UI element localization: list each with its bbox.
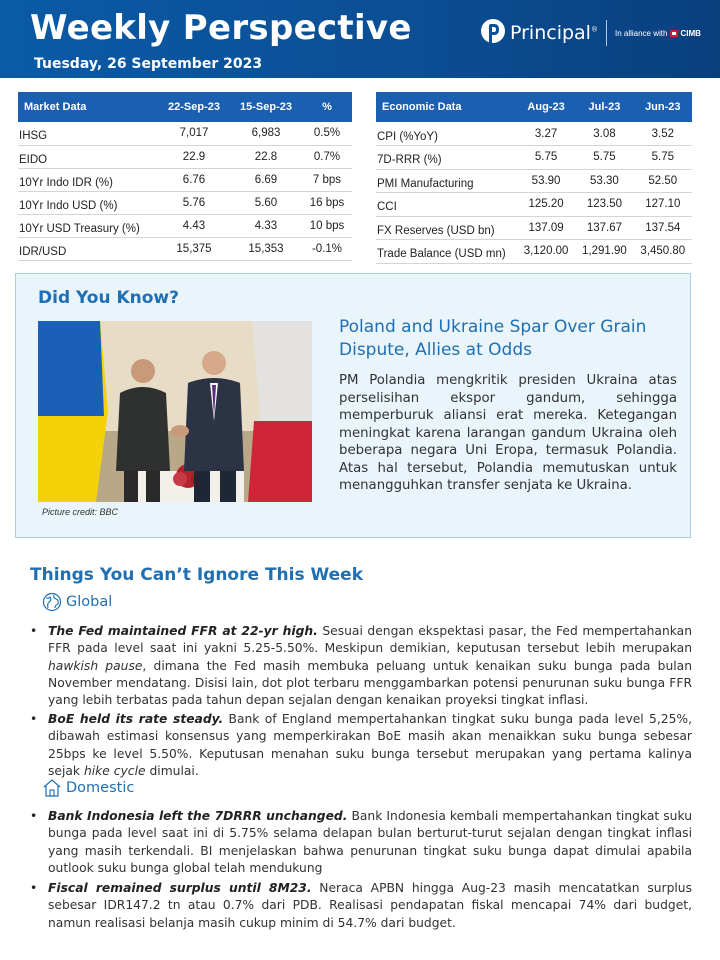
cell-value: 125.20	[517, 193, 575, 217]
economic-data-table	[376, 92, 692, 264]
market-data-table	[18, 92, 352, 261]
cell-value: 4.43	[158, 214, 230, 237]
bullet-text: Neraca APBN hingga Aug-23 masih mencatatkan surplus sebesar IDR147.2 tn atau 0.7% dari PDB. Realisasi pendapatan fiskal mencapai 74% dari budget, namun realisasi belanja masih cukup minim di 54.7% dari budget.	[48, 881, 692, 930]
row-label: Trade Balance (USD mn)	[376, 240, 517, 264]
bullet-text: Sesuai dengan ekspektasi pasar, the Fed mempertahankan FFR pada level saat ini yakni 5.25-5.50%. Meskipun demikian, keputusan tersebut lebih merupakan	[48, 624, 692, 656]
page-title: Weekly Perspective	[30, 8, 412, 48]
bullet-emphasis: hike cycle	[83, 763, 146, 778]
row-label: 10Yr Indo IDR (%)	[18, 168, 158, 191]
brand-divider	[606, 20, 607, 46]
picture-credit: Picture credit: BBC	[42, 507, 119, 517]
domestic-label: Domestic	[66, 780, 135, 796]
domestic-subheading	[42, 778, 134, 798]
cell-value: 6,983	[230, 122, 302, 145]
cell-value: 3.08	[575, 122, 633, 146]
bullet-text: dimulai.	[145, 763, 199, 778]
cell-value: 53.30	[575, 169, 633, 193]
market-header-col3: %	[302, 92, 352, 122]
cell-value: 10 bps	[302, 214, 352, 237]
market-header-col1: 22-Sep-23	[158, 92, 230, 122]
econ-header-col3: Jun-23	[634, 92, 692, 122]
list-item	[30, 623, 692, 709]
econ-header-label: Economic Data	[376, 92, 517, 122]
table-row	[18, 191, 352, 214]
cell-value: 22.9	[158, 145, 230, 168]
table-row	[376, 146, 692, 170]
table-row	[376, 216, 692, 240]
list-item	[30, 808, 692, 877]
cell-value: 137.67	[575, 216, 633, 240]
did-you-know-title: Did You Know?	[38, 288, 179, 308]
table-row	[18, 122, 352, 145]
cell-value: 1,291.90	[575, 240, 633, 264]
did-you-know-panel	[15, 273, 691, 538]
cell-value: 123.50	[575, 193, 633, 217]
cell-value: 16 bps	[302, 191, 352, 214]
table-row	[18, 145, 352, 168]
list-item	[30, 880, 692, 932]
cell-value: 137.54	[634, 216, 692, 240]
cell-value: 5.75	[575, 146, 633, 170]
publication-date: Tuesday, 26 September 2023	[34, 56, 263, 72]
house-icon	[42, 778, 62, 798]
globe-icon	[42, 592, 62, 612]
cell-value: 5.75	[517, 146, 575, 170]
cell-value: 137.09	[517, 216, 575, 240]
bullet-emphasis: hawkish pause	[48, 658, 143, 673]
row-label: 10Yr Indo USD (%)	[18, 191, 158, 214]
cell-value: 3,450.80	[634, 240, 692, 264]
alliance-text: In alliance with CIMB	[614, 28, 701, 38]
story-body: PM Polandia mengkritik presiden Ukraina atas perselisihan ekspor gandum, sehingga memperburuk aliansi erat mereka. Ketegangan meningkat karena larangan gandum Ukraina oleh beberapa negara Uni Eropa, termasuk Polandia. Atas hal tersebut, Polandia memutuskan untuk menangguhkan transfer senjata ke Ukraina.	[339, 373, 677, 493]
row-label: CPI (%YoY)	[376, 122, 517, 146]
cell-value: 0.7%	[302, 145, 352, 168]
table-row	[18, 168, 352, 191]
global-label: Global	[66, 594, 113, 610]
cell-value: 127.10	[634, 193, 692, 217]
market-header-col2: 15-Sep-23	[230, 92, 302, 122]
cell-value: 7 bps	[302, 168, 352, 191]
cell-value: 0.5%	[302, 122, 352, 145]
cell-value: 6.76	[158, 168, 230, 191]
brand-name: Principal®	[510, 22, 598, 44]
cell-value: 22.8	[230, 145, 302, 168]
market-header-label: Market Data	[18, 92, 158, 122]
table-row	[18, 237, 352, 260]
global-subheading	[42, 592, 112, 612]
story-title: Poland and Ukraine Spar Over Grain Dispute, Allies at Odds	[339, 317, 647, 360]
principal-logo-icon	[480, 18, 506, 48]
cell-value: 7,017	[158, 122, 230, 145]
list-item	[30, 711, 692, 780]
cell-value: 5.60	[230, 191, 302, 214]
row-label: 10Yr USD Treasury (%)	[18, 214, 158, 237]
cell-value: 53.90	[517, 169, 575, 193]
table-row	[376, 193, 692, 217]
cell-value: 3.52	[634, 122, 692, 146]
row-label: PMI Manufacturing	[376, 169, 517, 193]
bullet-lead: Bank Indonesia left the 7DRRR unchanged.	[48, 809, 348, 823]
cimb-logo-icon	[670, 30, 678, 37]
cell-value: 15,353	[230, 237, 302, 260]
bullet-lead: The Fed maintained FFR at 22-yr high.	[48, 624, 318, 638]
brand-logo	[480, 16, 701, 50]
cell-value: 15,375	[158, 237, 230, 260]
cell-value: 4.33	[230, 214, 302, 237]
row-label: IHSG	[18, 122, 158, 145]
cell-value: 3.27	[517, 122, 575, 146]
table-row	[18, 214, 352, 237]
row-label: 7D-RRR (%)	[376, 146, 517, 170]
bullet-text: , dimana the Fed masih membuka peluang untuk kenaikan suku bunga pada bulan November mendatang. Disisi lain, dot plot terbaru menggambarkan potensi penurunan suku bunga FFR yang lebih terbatas pada tahun depan sejalan dengan kenaikan proyeksi tingkat inflasi.	[48, 658, 693, 708]
table-row	[376, 122, 692, 146]
row-label: CCI	[376, 193, 517, 217]
table-row	[376, 240, 692, 264]
news-photo	[38, 321, 312, 502]
cell-value: -0.1%	[302, 237, 352, 260]
cell-value: 5.75	[634, 146, 692, 170]
cell-value: 5.76	[158, 191, 230, 214]
bullet-lead: Fiscal remained surplus until 8M23.	[48, 881, 312, 895]
table-row	[376, 169, 692, 193]
econ-header-col1: Aug-23	[517, 92, 575, 122]
bullet-text: Bank of England mempertahankan tingkat suku bunga pada level 5,25%, dibawah estimasi konsensus yang memperkirakan BoE masih akan menaikkan suku bunga sebesar 25bps ke level 5.50%. Keputusan menahan suku bunga tersebut merupakan yang pertama kalinya sejak	[48, 712, 692, 778]
cell-value: 3,120.00	[517, 240, 575, 264]
cell-value: 52.50	[634, 169, 692, 193]
section-title: Things You Can’t Ignore This Week	[30, 565, 364, 585]
bullet-lead: BoE held its rate steady.	[48, 712, 224, 726]
page-header	[0, 0, 720, 78]
row-label: EIDO	[18, 145, 158, 168]
row-label: IDR/USD	[18, 237, 158, 260]
econ-header-col2: Jul-23	[575, 92, 633, 122]
cell-value: 6.69	[230, 168, 302, 191]
row-label: FX Reserves (USD bn)	[376, 216, 517, 240]
bullet-text: Bank Indonesia kembali mempertahankan tingkat suku bunga pada level saat ini di 5.75% selama delapan bulan berturut-turut sejalan dengan tingkat inflasi yang masih terkendali. BI menjelaskan bahwa penurunan tingkat suku bunga dapat dimulai apabila outlook suku bunga global telah mendukung	[48, 809, 692, 875]
